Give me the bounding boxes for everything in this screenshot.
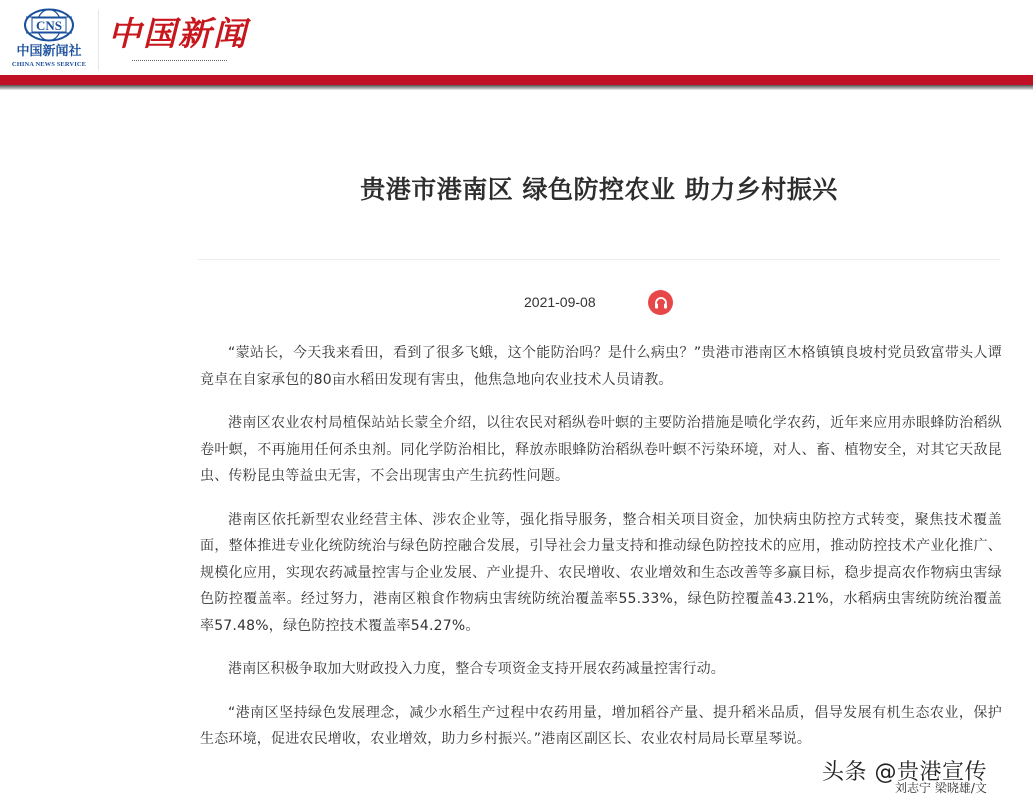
svg-text:CNS: CNS [35, 18, 63, 33]
article-paragraph: “港南区坚持绿色发展理念，减少水稻生产过程中农药用量，增加稻谷产量、提升稻米品质，倡导发展有机生态农业，保护生态环境，促进农民增收，农业增效，助力乡村振兴。”港南区副区长、农业农村局局长覃星琴说。 [200, 704, 1002, 747]
cns-chinese-name: 中国新闻社 [16, 44, 82, 59]
cns-english-name: CHINA NEWS SERVICE [11, 61, 87, 68]
newspaper-logo[interactable]: 中国新闻 [108, 14, 248, 53]
article-meta [0, 292, 1033, 314]
headphones-icon [654, 296, 668, 309]
source-watermark: 头条 @贵港宣传 [822, 760, 987, 785]
cns-logo[interactable] [10, 8, 88, 72]
author-byline: 刘志宁 梁晓雄/文 [895, 781, 987, 795]
article-paragraph: 港南区积极争取加大财政投入力度，整合专项资金支持开展农药减量控害行动。 [228, 661, 725, 677]
article-body [200, 340, 1002, 770]
newspaper-logo-subline [132, 60, 227, 62]
article-title: 贵港市港南区 绿色防控农业 助力乡村振兴 [360, 175, 838, 204]
article-paragraph: 港南区依托新型农业经营主体、涉农企业等，强化指导服务，整合相关项目资金，加快病虫防控方式转变，聚焦技术覆盖面，整体推进专业化统防统治与绿色防控融合发展，引导社会力量支持和推动绿色防控技术的应用，推动防控技术产业化推广、规模化应用，实现农药减量控害与企业发展、产业提升、农民增收、农业增效和生态改善等多赢目标，稳步提高农作物病虫害绿色防控覆盖率。经过努力，港南区粮食作物病虫害统防统治覆盖率55.33%，绿色防控覆盖43.21%，水稻病虫害统防统治覆盖率57.48%，绿色防控技术覆盖率54.27%。 [200, 511, 1002, 634]
article-paragraph: “蒙站长，今天我来看田，看到了很多飞蛾，这个能防治吗？是什么病虫？”贵港市港南区木格镇镇良坡村党员致富带头人谭竟卓在自家承包的80亩水稻田发现有害虫，他焦急地向农业技术人员请教。 [200, 345, 1002, 388]
publish-date: 2021-09-08 [524, 294, 596, 310]
listen-audio-button[interactable] [648, 290, 673, 315]
title-divider [198, 259, 1000, 260]
header-red-bar [0, 75, 1033, 85]
header-shadow [0, 85, 1033, 90]
cns-globe-icon [23, 8, 75, 42]
site-header [0, 0, 1033, 92]
header-separator [98, 10, 99, 70]
article-paragraph: 港南区农业农村局植保站站长蒙全介绍，以往农民对稻纵卷叶螟的主要防治措施是喷化学农药，近年来应用赤眼蜂防治稻纵卷叶螟，不再施用任何杀虫剂。同化学防治相比，释放赤眼蜂防治稻纵卷叶螟不污染环境，对人、畜、植物安全，对其它天敌昆虫、传粉昆虫等益虫无害，不会出现害虫产生抗药性问题。 [200, 415, 1002, 484]
